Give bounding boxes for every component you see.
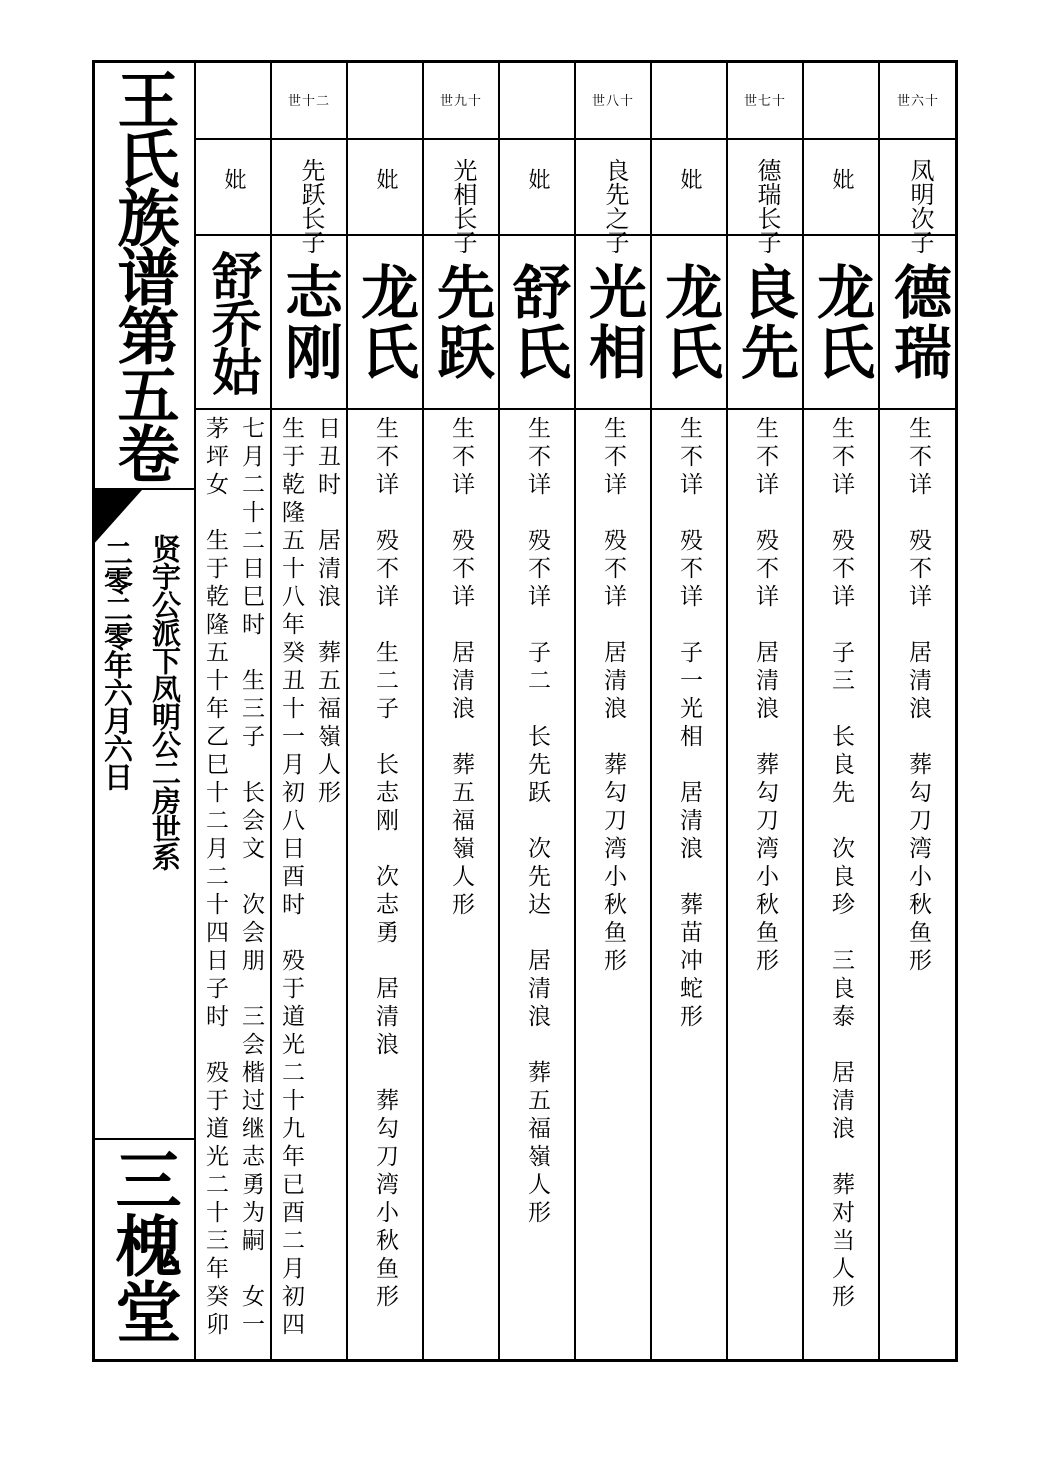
relation-label: 先跃长子 [297,158,325,254]
genealogy-column [272,60,348,1362]
genealogy-column [348,60,424,1362]
biography-text: 生不详 殁不详 生二子 长志刚 次志勇 居清浪 葬勾刀湾小秋鱼形 [372,416,398,1312]
relation-label: 凤明次子 [906,158,934,254]
person-name: 舒氏 [503,262,571,382]
hall-name: 三槐堂 [104,1146,182,1344]
biography-text: 生不详 殁不详 子二 长先跃 次先达 居清浪 葬五福嶺人形 [524,416,550,1228]
genealogy-column [728,60,804,1362]
biography-text: 生不详 殁不详 子三 长良先 次良珍 三良泰 居清浪 葬对当人形 [828,416,854,1312]
biography-text: 生不详 殁不详 居清浪 葬勾刀湾小秋鱼形 [752,416,778,976]
biography-text-line-2: 七月二十二日巳时 生三子 长会文 次会朋 三会楷过继志勇为嗣 女一 [238,416,264,1340]
generation-label: 世八十 [591,94,634,109]
branch-subtitle: 贤宇公派下凤明公二房世系 [148,534,182,870]
biography-text: 生不详 殁不详 子一光相 居清浪 葬苗冲蛇形 [676,416,702,1032]
person-name: 龙氏 [351,262,419,382]
genealogy-column [880,60,956,1362]
person-name: 光相 [579,262,647,382]
person-name: 良先 [731,262,799,382]
relation-label: 妣 [221,168,246,190]
relation-label: 德瑞长子 [753,158,781,254]
genealogy-column [500,60,576,1362]
biography-text: 生不详 殁不详 居清浪 葬五福嶺人形 [448,416,474,920]
person-name: 舒乔姑 [204,250,263,394]
biography-text-line-1: 生于乾隆五十八年癸丑十一月初八日酉时 殁于道光二十九年已酉二月初四 [278,416,304,1340]
person-name: 龙氏 [807,262,875,382]
genealogy-column [196,60,272,1362]
relation-label: 光相长子 [449,158,477,254]
generation-label: 世七十 [743,94,786,109]
hall-divider [92,1138,194,1140]
title-column [92,60,196,1362]
generation-label: 世六十 [896,94,939,109]
biography-text: 生不详 殁不详 居清浪 葬勾刀湾小秋鱼形 [905,416,931,976]
generation-label: 世九十 [439,94,482,109]
biography-text-line-2: 日丑时 居清浪 葬五福嶺人形 [314,416,340,808]
person-name: 志刚 [275,262,343,382]
person-name: 龙氏 [655,262,723,382]
relation-label: 妣 [525,168,550,190]
person-name: 先跃 [427,262,495,382]
relation-label: 妣 [829,168,854,190]
compile-date: 二零二零年六月六日 [100,538,134,790]
person-name: 德瑞 [884,262,952,382]
book-title: 王氏族谱第五卷 [107,68,180,481]
relation-label: 妣 [677,168,702,190]
generation-label: 世十二 [287,94,330,109]
relation-label: 妣 [373,168,398,190]
biography-text: 生不详 殁不详 居清浪 葬勾刀湾小秋鱼形 [600,416,626,976]
biography-text-line-1: 茅坪女 生于乾隆五十年乙巳十二月二十四日子时 殁于道光二十三年癸卯 [202,416,228,1340]
genealogy-column [652,60,728,1362]
genealogy-column [424,60,500,1362]
relation-label: 良先之子 [601,158,629,254]
genealogy-column [804,60,880,1362]
genealogy-column [576,60,652,1362]
